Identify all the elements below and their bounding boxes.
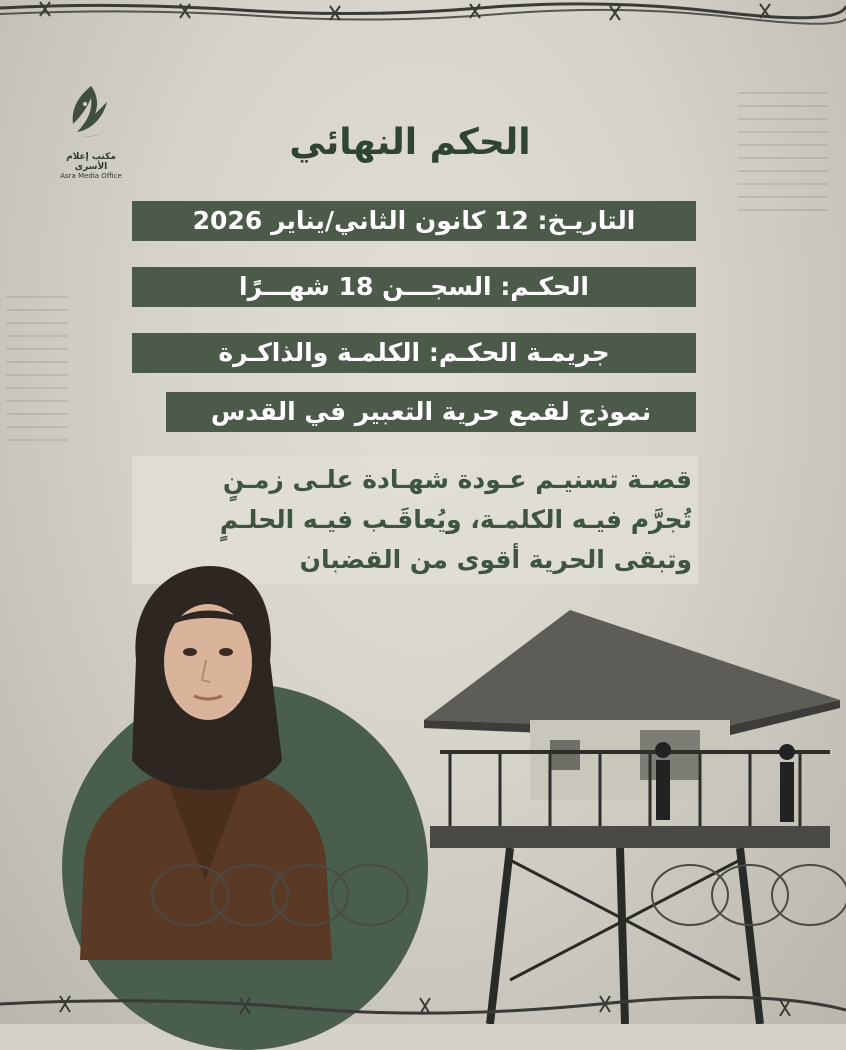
logo-name-en: Asra Media Office: [60, 172, 122, 180]
barbed-wire-bottom: [0, 984, 846, 1024]
fact-bar-date: التاريـخ: 12 كانون الثاني/يناير 2026: [132, 201, 696, 241]
fact-bar-charge: جريمـة الحكـم: الكلمـة والذاكـرة: [132, 333, 696, 373]
story-line: قصـة تسنيـم عـودة شهـادة علـى زمـنٍ: [222, 465, 692, 494]
logo: [58, 82, 124, 180]
newspaper-texture-right: [738, 92, 828, 222]
watchtower-image: [420, 600, 846, 1024]
newspaper-texture-left: [6, 296, 68, 446]
page-title: الحكم النهائي: [289, 122, 531, 163]
story-line: تُجرَّم فيـه الكلمـة، ويُعاقَـب فيـه الحلـمٍ: [219, 505, 692, 534]
barbed-wire-top: [0, 0, 846, 40]
razor-wire-coils: [150, 850, 846, 940]
fact-bar-example: نموذج لقمع حرية التعبير في القدس: [166, 392, 696, 432]
fact-bar-sentence: الحكـم: السجـــن 18 شهـــرًا: [132, 267, 696, 307]
story-line: وتبقى الحرية أقوى من القضبان: [299, 545, 692, 574]
bird-quill-icon: [61, 82, 121, 146]
logo-name-ar: مكتب إعلام الأسرى: [66, 152, 116, 172]
